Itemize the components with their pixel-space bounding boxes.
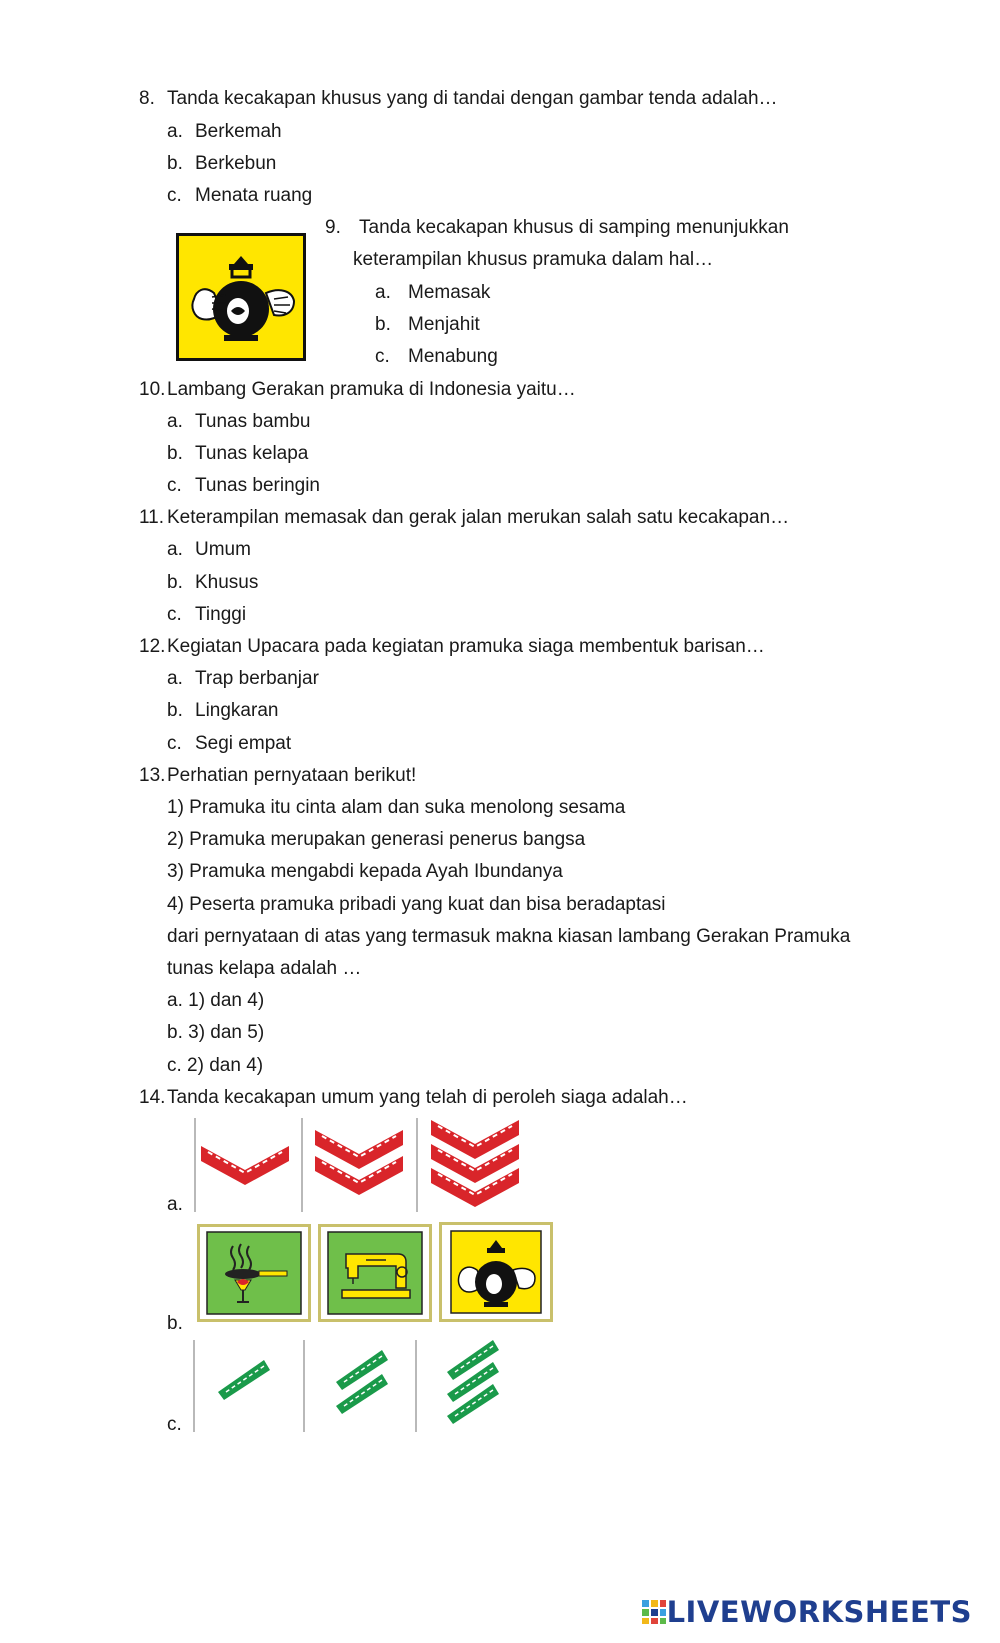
- q10-option-a[interactable]: Tunas bambu: [195, 411, 311, 432]
- q11-option-b[interactable]: Khusus: [195, 572, 259, 593]
- q9-option-c-letter: c.: [375, 346, 390, 367]
- q9-option-c[interactable]: Menabung: [408, 346, 498, 367]
- liveworksheets-logo: [641, 1595, 972, 1629]
- q9-piggy-bank-badge: [176, 233, 306, 361]
- q14-a-chevron-1[interactable]: [198, 1118, 293, 1210]
- q13-statement-2: 2) Pramuka merupakan generasi penerus bangsa: [167, 829, 586, 850]
- q12-option-b-letter: b.: [167, 700, 183, 721]
- q12-option-c-letter: c.: [167, 733, 182, 754]
- q14-option-b-letter[interactable]: b.: [167, 1313, 183, 1334]
- q8-option-a[interactable]: Berkemah: [195, 121, 282, 142]
- q8-option-b[interactable]: Berkebun: [195, 153, 277, 174]
- q11-option-c[interactable]: Tinggi: [195, 604, 247, 625]
- q8-text: Tanda kecakapan khusus yang di tandai dengan gambar tenda adalah…: [167, 88, 778, 109]
- q9-text-line2: keterampilan khusus pramuka dalam hal…: [353, 249, 714, 270]
- q10-option-b[interactable]: Tunas kelapa: [195, 443, 309, 464]
- q13-statement-1: 1) Pramuka itu cinta alam dan suka menolong sesama: [167, 797, 626, 818]
- q13-prompt-line2: tunas kelapa adalah …: [167, 958, 362, 979]
- q10-option-a-letter: a.: [167, 411, 183, 432]
- q11-option-b-letter: b.: [167, 572, 183, 593]
- q14-a-chevron-3[interactable]: [428, 1118, 523, 1210]
- q13-option-a[interactable]: a. 1) dan 4): [167, 990, 265, 1011]
- q13-statement-4: 4) Peserta pramuka pribadi yang kuat dan bisa beradaptasi: [167, 894, 666, 915]
- q9-text-line1: Tanda kecakapan khusus di samping menunjukkan: [359, 217, 789, 238]
- q11-option-c-letter: c.: [167, 604, 182, 625]
- q13-statement-3: 3) Pramuka mengabdi kepada Ayah Ibundanya: [167, 861, 563, 882]
- q11-option-a[interactable]: Umum: [195, 539, 251, 560]
- q8-option-c-letter: c.: [167, 185, 182, 206]
- q11-option-a-letter: a.: [167, 539, 183, 560]
- q12-option-b[interactable]: Lingkaran: [195, 700, 279, 721]
- q10-number: 10.: [139, 379, 166, 400]
- q9-option-b[interactable]: Menjahit: [408, 314, 480, 335]
- q10-text: Lambang Gerakan pramuka di Indonesia yaitu…: [167, 379, 576, 400]
- q14-c-divider: [415, 1340, 417, 1432]
- q14-a-divider: [416, 1118, 418, 1212]
- q9-option-a-letter: a.: [375, 282, 391, 303]
- q13-prompt-line1: dari pernyataan di atas yang termasuk makna kiasan lambang Gerakan Pramuka: [167, 926, 851, 947]
- q11-text: Keterampilan memasak dan gerak jalan merukan salah satu kecakapan…: [167, 507, 790, 528]
- q10-option-c-letter: c.: [167, 475, 182, 496]
- q14-option-c-letter[interactable]: c.: [167, 1414, 182, 1435]
- q9-option-a[interactable]: Memasak: [408, 282, 491, 303]
- q14-a-divider: [301, 1118, 303, 1212]
- q14-a-divider: [194, 1118, 196, 1212]
- q8-number: 8.: [139, 88, 155, 109]
- q8-option-b-letter: b.: [167, 153, 183, 174]
- q8-option-a-letter: a.: [167, 121, 183, 142]
- q14-number: 14.: [139, 1087, 166, 1108]
- q12-number: 12.: [139, 636, 166, 657]
- q13-text: Perhatian pernyataan berikut!: [167, 765, 417, 786]
- liveworksheets-logo-icon: [641, 1599, 667, 1625]
- q10-option-c[interactable]: Tunas beringin: [195, 475, 320, 496]
- q14-option-a-letter[interactable]: a.: [167, 1194, 183, 1215]
- q14-c-stripe-3[interactable]: [443, 1336, 503, 1432]
- q13-option-c[interactable]: c. 2) dan 4): [167, 1055, 264, 1076]
- q14-b-piggy-bank-badge[interactable]: [439, 1222, 553, 1322]
- q12-option-a[interactable]: Trap berbanjar: [195, 668, 319, 689]
- q14-a-chevron-2[interactable]: [312, 1118, 407, 1210]
- q13-option-b[interactable]: b. 3) dan 5): [167, 1022, 265, 1043]
- q14-c-divider: [193, 1340, 195, 1432]
- q11-number: 11.: [139, 507, 165, 528]
- q14-b-sewing-badge[interactable]: [318, 1224, 432, 1322]
- q12-text: Kegiatan Upacara pada kegiatan pramuka siaga membentuk barisan…: [167, 636, 765, 657]
- q14-c-stripe-1[interactable]: [214, 1352, 274, 1402]
- q14-c-divider: [303, 1340, 305, 1432]
- q8-option-c[interactable]: Menata ruang: [195, 185, 313, 206]
- q14-c-stripe-2[interactable]: [332, 1344, 392, 1420]
- q14-b-cooking-badge[interactable]: [197, 1224, 311, 1322]
- q9-option-b-letter: b.: [375, 314, 391, 335]
- q14-text: Tanda kecakapan umum yang telah di peroleh siaga adalah…: [167, 1087, 688, 1108]
- q10-option-b-letter: b.: [167, 443, 183, 464]
- q13-number: 13.: [139, 765, 166, 786]
- liveworksheets-logo-text: LIVEWORKSHEETS: [666, 1595, 972, 1629]
- q12-option-a-letter: a.: [167, 668, 183, 689]
- q9-number: 9.: [325, 217, 341, 238]
- q12-option-c[interactable]: Segi empat: [195, 733, 292, 754]
